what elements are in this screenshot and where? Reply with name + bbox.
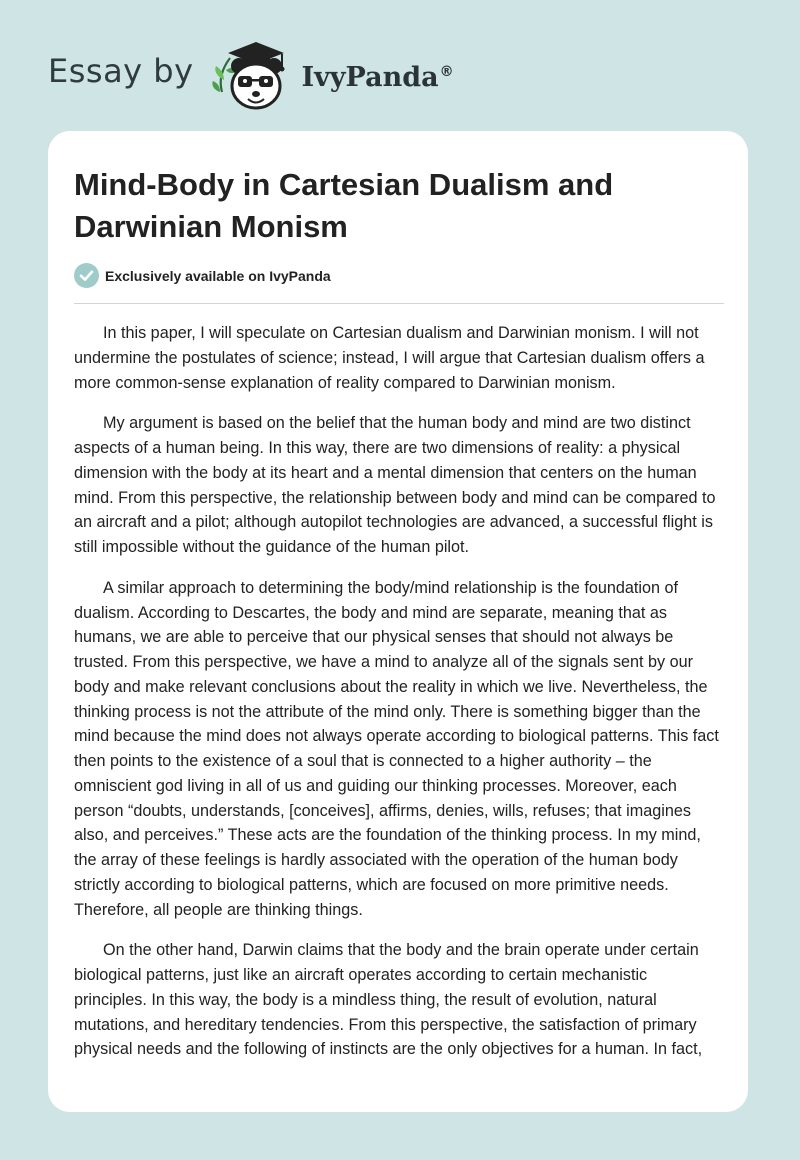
essay-card bbox=[48, 131, 748, 1112]
registered-mark: ® bbox=[439, 63, 454, 80]
panda-logo-icon[interactable] bbox=[208, 34, 298, 114]
badge-text: Exclusively available on IvyPanda bbox=[105, 267, 331, 284]
essay-title: Mind-Body in Cartesian Dualism and Darwinian Monism bbox=[74, 167, 614, 244]
essay-body bbox=[74, 321, 724, 1078]
paragraph: My argument is based on the belief that the human body and mind are two distinct aspects of a human being. In this way, there are two dimensions of reality: a physical dimension with the body at its heart and a mental dimension that centers on the human mind. From this perspective, the relationship between body and mind can be compared to an aircraft and a pilot; although autopilot technologies are advanced, a successful flight is still impossible without the guidance of the human pilot. bbox=[74, 414, 716, 556]
divider bbox=[74, 303, 724, 304]
site-header bbox=[48, 34, 454, 114]
paragraph: A similar approach to determining the body/mind relationship is the foundation of dualism. According to Descartes, the body and mind are separate, meaning that as humans, we are able to perceive that our physical senses that should not always be trusted. From this perspective, we have a mind to analyze all of the signals sent by our body and make relevant conclusions about the reality in which we live. Nevertheless, the thinking process is not the attribute of the mind only. There is something bigger than the mind because the mind does not always operate according to biological patterns. This fact then points to the existence of a soul that is connected to a higher authority – the omniscient god living in all of us and guiding our thinking processes. Moreover, each person “doubts, understands, [conceives], affirms, denies, wills, refuses; that imagines also, and perceives.” These acts are the foundation of the thinking process. In my mind, the array of these feelings is hardly associated with the operation of the human body strictly according to biological patterns, which are focused on more primitive needs. Therefore, all people are thinking things. bbox=[74, 578, 719, 919]
exclusive-badge bbox=[74, 263, 331, 288]
brand-name-text: IvyPanda bbox=[301, 61, 439, 93]
brand-prefix: Essay by bbox=[48, 52, 194, 90]
check-icon bbox=[74, 263, 99, 288]
brand-name[interactable] bbox=[302, 62, 454, 93]
paragraph: In this paper, I will speculate on Cartesian dualism and Darwinian monism. I will not undermine the postulates of science; instead, I will argue that Cartesian dualism offers a more common-sense explanation of reality compared to Darwinian monism. bbox=[74, 324, 705, 392]
paragraph: On the other hand, Darwin claims that the body and the brain operate under certain biological patterns, just like an aircraft operates according to certain mechanistic principles. In this way, the body is a mindless thing, the result of evolution, natural mutations, and hereditary tendencies. From this perspective, the satisfaction of primary physical needs and the following of instincts are the only objectives for a human. In fact, bbox=[74, 941, 703, 1059]
